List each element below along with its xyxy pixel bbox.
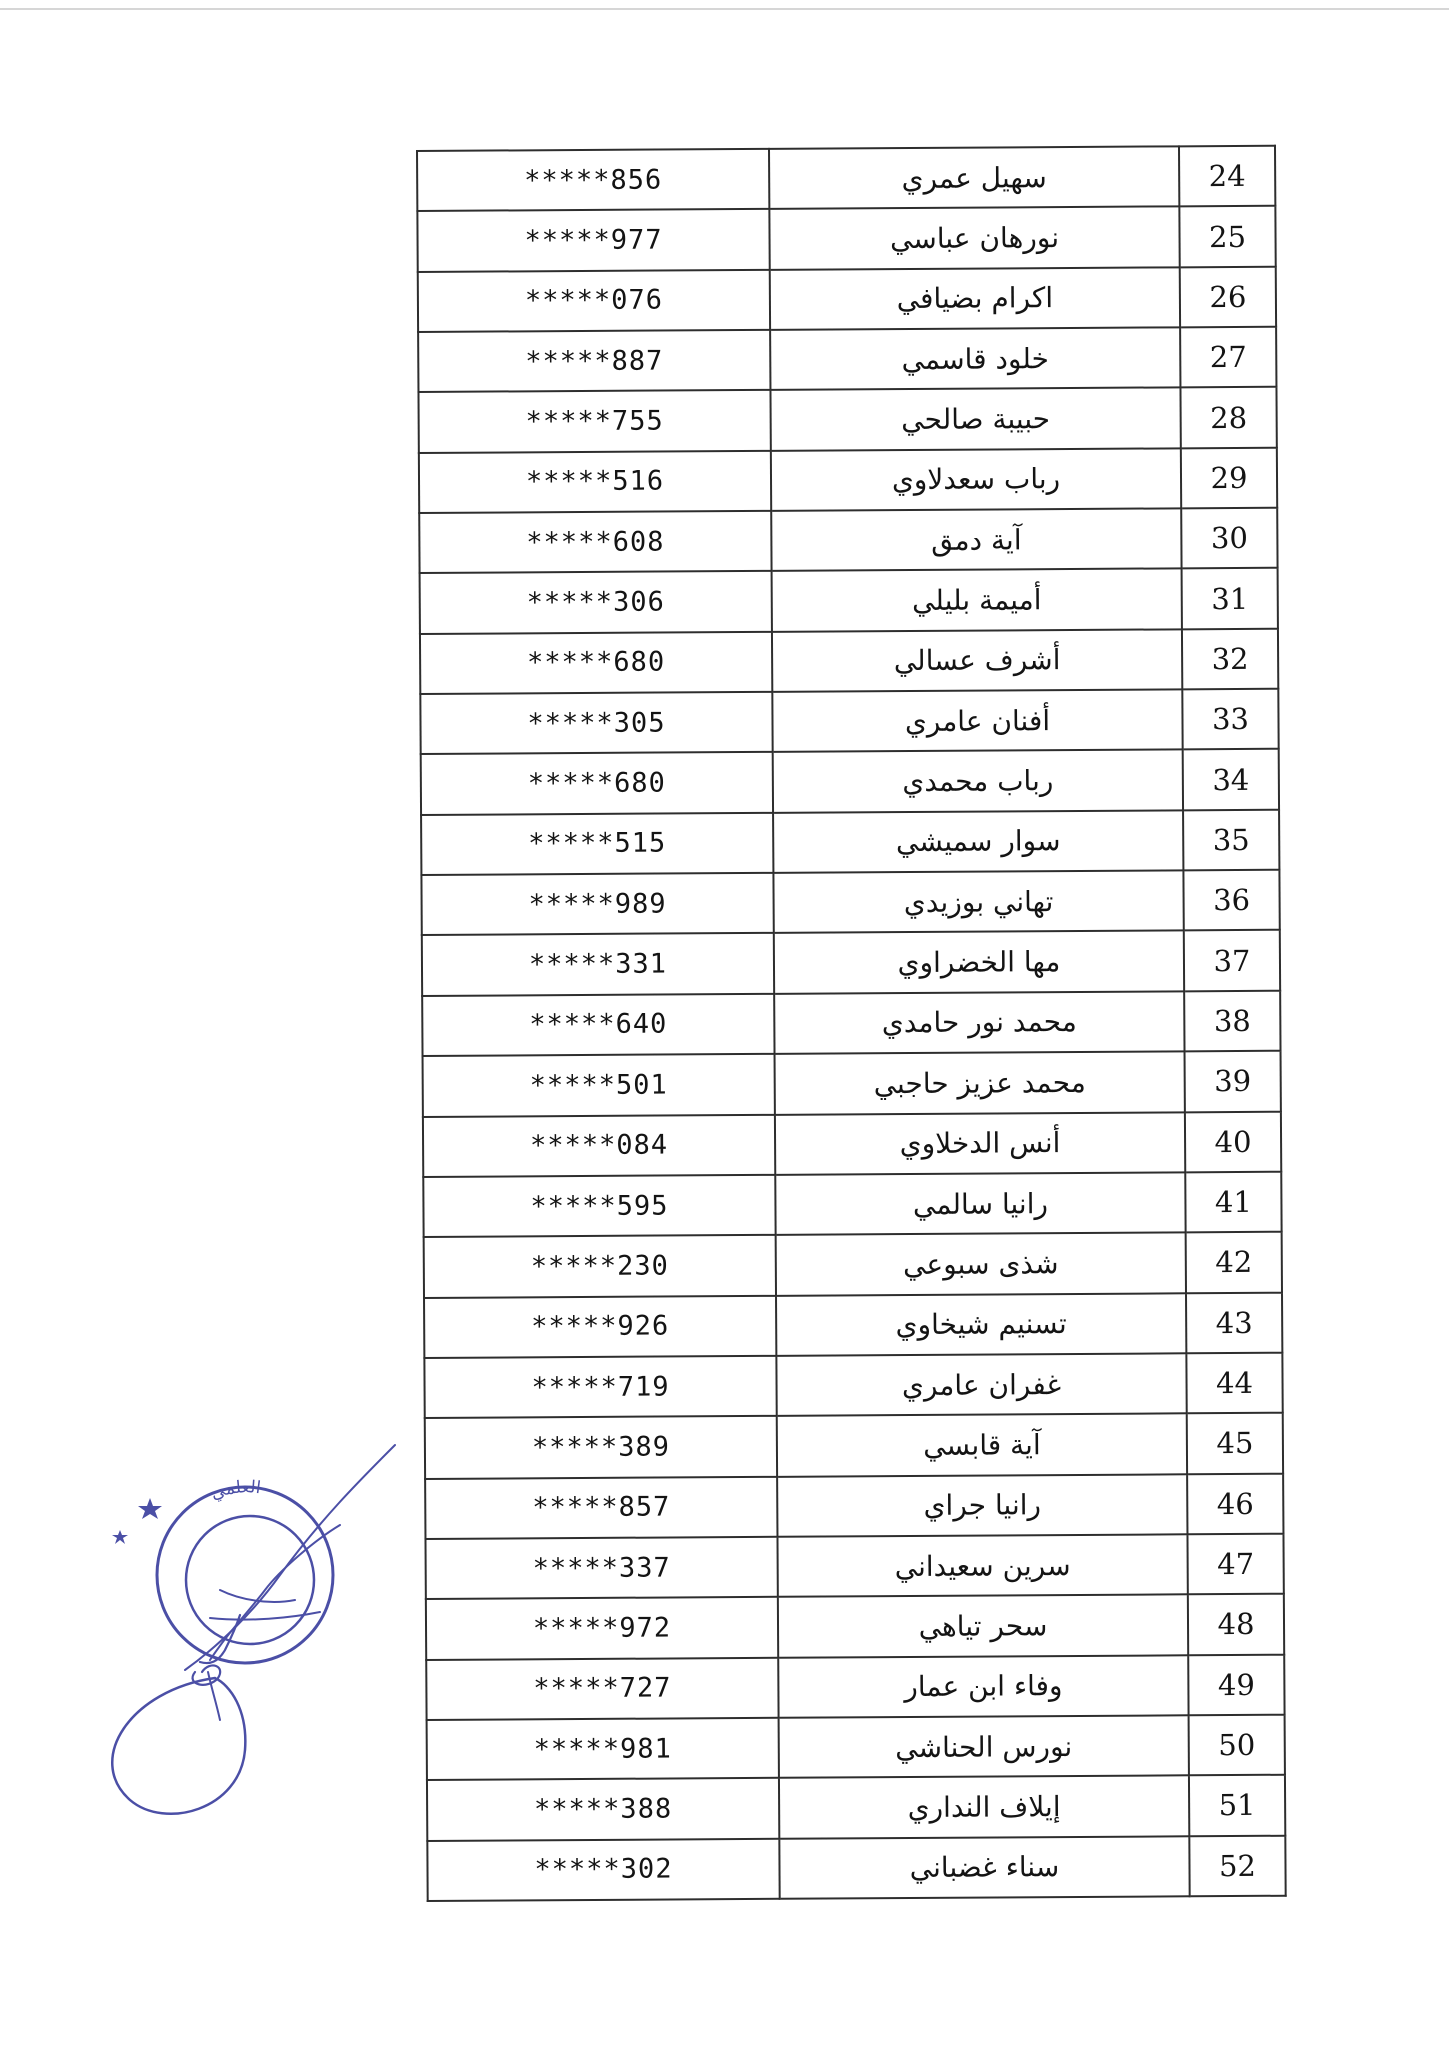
id-cell: *****331 bbox=[422, 933, 774, 995]
id-cell: *****389 bbox=[425, 1416, 777, 1478]
table-row bbox=[424, 1353, 1282, 1419]
row-number-cell: 26 bbox=[1180, 266, 1276, 327]
name-cell: أشرف عسالي bbox=[772, 629, 1182, 692]
row-number-cell: 39 bbox=[1185, 1051, 1281, 1112]
row-number-cell: 36 bbox=[1183, 870, 1279, 931]
row-number-cell: 38 bbox=[1184, 991, 1280, 1052]
row-number-cell: 51 bbox=[1189, 1775, 1285, 1836]
name-cell: سهيل عمري bbox=[769, 146, 1179, 209]
table-row bbox=[423, 1172, 1281, 1238]
id-cell: *****084 bbox=[423, 1114, 775, 1176]
table-row bbox=[426, 1654, 1284, 1720]
stamp-text-path: العلمي bbox=[208, 1477, 262, 1505]
id-cell: *****989 bbox=[421, 873, 773, 935]
id-cell: *****680 bbox=[421, 752, 773, 814]
row-number-cell: 50 bbox=[1189, 1715, 1285, 1776]
row-number-cell: 33 bbox=[1182, 689, 1278, 750]
table-row bbox=[419, 508, 1277, 574]
name-cell: سرين سعيداني bbox=[777, 1534, 1187, 1597]
name-cell: رباب محمدي bbox=[773, 750, 1183, 813]
name-cell: أنس الدخلاوي bbox=[775, 1112, 1185, 1175]
id-cell: *****856 bbox=[417, 149, 769, 211]
table-body bbox=[417, 146, 1286, 1901]
id-cell: *****755 bbox=[418, 390, 770, 452]
table-row bbox=[423, 1111, 1281, 1177]
stamp-text bbox=[208, 1477, 262, 1504]
table-row bbox=[425, 1473, 1283, 1539]
names-table bbox=[416, 145, 1287, 1902]
name-cell: آية قابسي bbox=[777, 1414, 1187, 1477]
star-icon bbox=[112, 1498, 162, 1544]
table-row bbox=[425, 1534, 1283, 1600]
name-cell: أفنان عامري bbox=[772, 689, 1182, 752]
table-row bbox=[427, 1715, 1285, 1781]
table-row bbox=[422, 930, 1280, 996]
table-row bbox=[424, 1292, 1282, 1358]
id-cell: *****981 bbox=[427, 1718, 779, 1780]
top-rule bbox=[0, 8, 1449, 10]
id-cell: *****719 bbox=[424, 1356, 776, 1418]
id-cell: *****306 bbox=[420, 571, 772, 633]
id-cell: *****302 bbox=[427, 1838, 779, 1901]
table-row bbox=[420, 568, 1278, 634]
id-cell: *****608 bbox=[419, 511, 771, 573]
name-cell: رانيا جراي bbox=[777, 1474, 1187, 1537]
table-row bbox=[427, 1775, 1285, 1841]
row-number-cell: 49 bbox=[1188, 1654, 1284, 1715]
row-number-cell: 47 bbox=[1187, 1534, 1283, 1595]
id-cell: *****887 bbox=[418, 330, 770, 392]
row-number-cell: 27 bbox=[1180, 327, 1276, 388]
table-row bbox=[423, 1051, 1281, 1117]
row-number-cell: 32 bbox=[1182, 628, 1278, 689]
name-cell: محمد نور حامدي bbox=[774, 991, 1184, 1054]
row-number-cell: 37 bbox=[1184, 930, 1280, 991]
row-number-cell: 44 bbox=[1186, 1353, 1282, 1414]
name-cell: حبيبة صالحي bbox=[770, 388, 1180, 451]
id-cell: *****305 bbox=[420, 692, 772, 754]
row-number-cell: 48 bbox=[1188, 1594, 1284, 1655]
row-number-cell: 43 bbox=[1186, 1292, 1282, 1353]
table-row bbox=[421, 810, 1279, 876]
name-cell: وفاء ابن عمار bbox=[778, 1655, 1188, 1718]
id-cell: *****727 bbox=[426, 1657, 778, 1719]
name-cell: أميمة بليلي bbox=[772, 569, 1182, 632]
id-cell: *****640 bbox=[422, 994, 774, 1056]
name-cell: سوار سميشي bbox=[773, 810, 1183, 873]
name-cell: تهاني بوزيدي bbox=[773, 870, 1183, 933]
official-stamp bbox=[90, 1440, 410, 1820]
row-number-cell: 31 bbox=[1182, 568, 1278, 629]
name-cell: اكرام بضيافي bbox=[770, 267, 1180, 330]
table-row bbox=[417, 206, 1275, 272]
row-number-cell: 52 bbox=[1189, 1835, 1285, 1896]
table-row bbox=[420, 628, 1278, 694]
row-number-cell: 45 bbox=[1187, 1413, 1283, 1474]
row-number-cell: 41 bbox=[1185, 1172, 1281, 1233]
id-cell: *****972 bbox=[426, 1597, 778, 1659]
name-cell: رباب سعدلاوي bbox=[771, 448, 1181, 511]
id-cell: *****076 bbox=[418, 270, 770, 332]
table-row bbox=[426, 1594, 1284, 1660]
name-cell: نورس الحناشي bbox=[779, 1715, 1189, 1778]
name-cell: سحر تياهي bbox=[778, 1595, 1188, 1658]
table-row bbox=[419, 447, 1277, 513]
name-cell: شذى سبوعي bbox=[776, 1233, 1186, 1296]
row-number-cell: 30 bbox=[1181, 508, 1277, 569]
table-row bbox=[418, 387, 1276, 453]
id-cell: *****926 bbox=[424, 1295, 776, 1357]
row-number-cell: 46 bbox=[1187, 1473, 1283, 1534]
name-cell: سناء غضباني bbox=[779, 1836, 1189, 1899]
name-cell: نورهان عباسي bbox=[769, 207, 1179, 270]
id-cell: *****516 bbox=[419, 451, 771, 513]
name-cell: إيلاف النداري bbox=[779, 1776, 1189, 1839]
row-number-cell: 24 bbox=[1179, 146, 1275, 207]
row-number-cell: 29 bbox=[1181, 447, 1277, 508]
id-cell: *****388 bbox=[427, 1778, 779, 1840]
table-row bbox=[424, 1232, 1282, 1298]
name-cell: محمد عزيز حاجبي bbox=[775, 1051, 1185, 1114]
table-row bbox=[421, 870, 1279, 936]
table-row bbox=[418, 327, 1276, 393]
id-cell: *****857 bbox=[425, 1476, 777, 1538]
id-cell: *****515 bbox=[421, 813, 773, 875]
table-row bbox=[417, 146, 1275, 212]
row-number-cell: 34 bbox=[1183, 749, 1279, 810]
table-row bbox=[420, 689, 1278, 755]
table-row bbox=[422, 991, 1280, 1057]
row-number-cell: 25 bbox=[1179, 206, 1275, 267]
id-cell: *****337 bbox=[425, 1537, 777, 1599]
id-cell: *****595 bbox=[423, 1175, 775, 1237]
id-cell: *****501 bbox=[423, 1054, 775, 1116]
name-cell: خلود قاسمي bbox=[770, 327, 1180, 390]
name-cell: غفران عامري bbox=[776, 1353, 1186, 1416]
name-cell: رانيا سالمي bbox=[775, 1172, 1185, 1235]
id-cell: *****680 bbox=[420, 632, 772, 694]
table-row bbox=[421, 749, 1279, 815]
row-number-cell: 42 bbox=[1186, 1232, 1282, 1293]
name-cell: آية دمق bbox=[771, 508, 1181, 571]
name-cell: مها الخضراوي bbox=[774, 931, 1184, 994]
table-row bbox=[425, 1413, 1283, 1479]
row-number-cell: 40 bbox=[1185, 1111, 1281, 1172]
row-number-cell: 35 bbox=[1183, 810, 1279, 871]
row-number-cell: 28 bbox=[1180, 387, 1276, 448]
table-row bbox=[427, 1835, 1285, 1901]
name-cell: تسنيم شيخاوي bbox=[776, 1293, 1186, 1356]
id-cell: *****230 bbox=[424, 1235, 776, 1297]
id-cell: *****977 bbox=[417, 209, 769, 271]
table-row bbox=[418, 266, 1276, 332]
